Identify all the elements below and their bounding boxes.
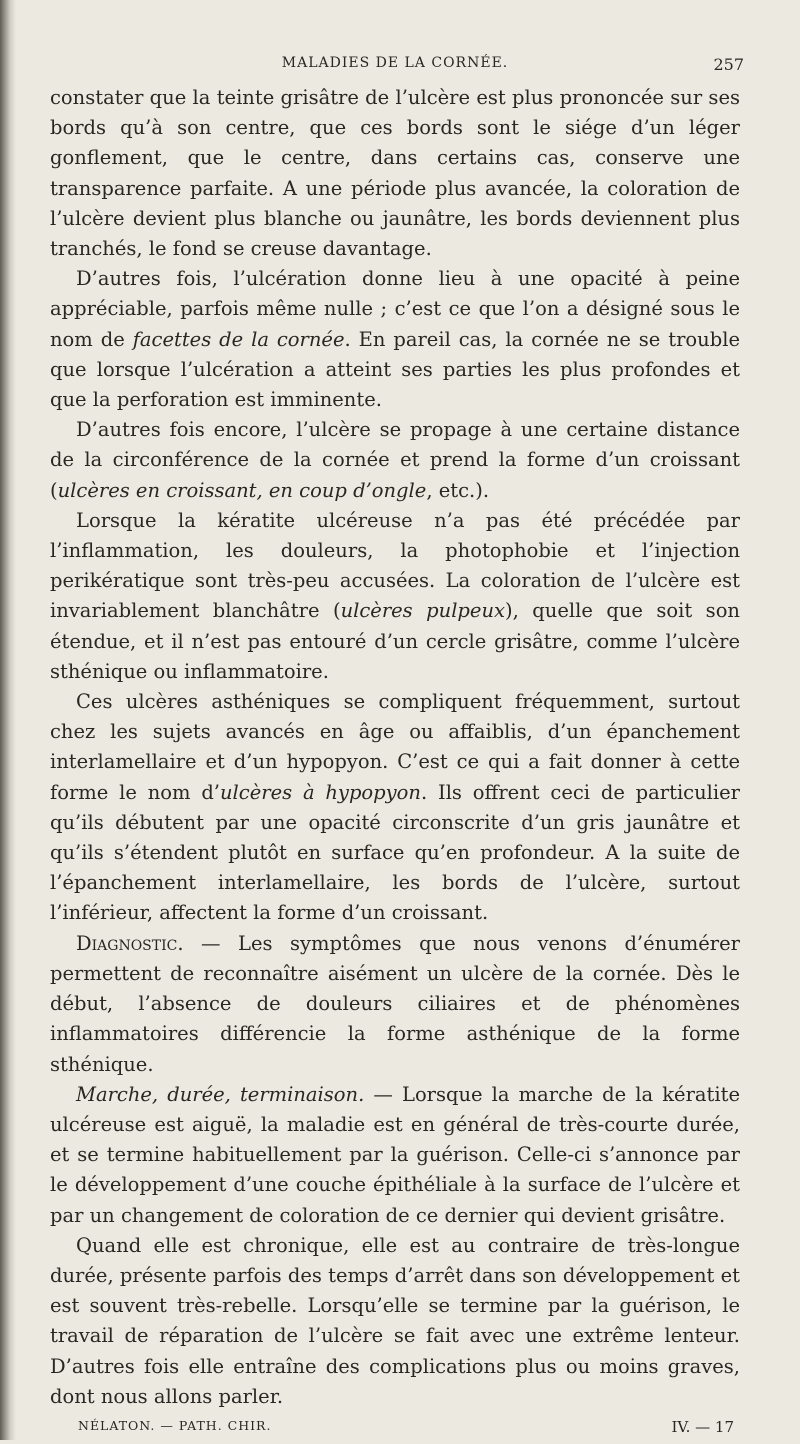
paragraph-marche: Marche, durée, terminaison. — Lorsque la marche de la kératite ulcéreuse est aiguë, la maladie est en général de très-courte durée, et se termine habituellement par la guérison. Celle-ci s’annonce par le développement d’une couche épithéliale à la surface de l’ulcère et par un changement de coloration de ce dernier qui devient grisâtre.	[50, 1082, 740, 1227]
sheet-number: IV. — 17	[671, 1417, 734, 1436]
page-number: 257	[713, 55, 744, 74]
paragraph-diagnostic: Diagnostic. — Les symptômes que nous venons d’énumérer permettent de reconnaître aisément un ulcère de la cornée. Dès le début, l’absence de douleurs ciliaires et de phénomènes inflammatoires différencie la forme asthénique de la forme sthénique.	[50, 931, 740, 1076]
running-title: MALADIES DE LA CORNÉE.	[281, 55, 509, 71]
binding-gutter	[0, 0, 16, 1440]
paragraph-1: constater que la teinte grisâtre de l’ulcère est plus prononcée sur ses bords qu’à son centre, que ces bords sont le siége d’un léger gonflement, que le centre, dans certains cas, conserve une transparence parfaite. A une période plus avancée, la coloration de l’ulcère devient plus blanche ou jaunâtre, les bords deviennent plus tranchés, le fond se creuse davantage.	[50, 86, 740, 261]
paragraph-5: Ces ulcères asthéniques se compliquent fréquemment, surtout chez les sujets avancés en âge ou affaiblis, d’un épanchement interlamellaire et d’un hypopyon. C’est ce qui a fait donner à cette forme le nom d’ulcères à hypopyon. Ils offrent ceci de particulier qu’ils débutent par une opacité circonscrite d’un gris jaunâtre et qu’ils s’étendent plutôt en surface qu’en profondeur. A la suite de l’épanchement interlamellaire, les bords de l’ulcère, surtout l’inférieur, affectent la forme d’un croissant.	[50, 690, 741, 925]
paragraph-3: D’autres fois encore, l’ulcère se propage à une certaine distance de la circonférence de la cornée et prend la forme d’un croissant (ulcères en croissant, en coup d’ongle, etc.).	[50, 418, 740, 502]
printer-signature: NÉLATON. — PATH. CHIR.	[78, 1417, 272, 1433]
italic-term: ulcères pulpeux	[340, 599, 506, 623]
section-heading-diagnostic: Diagnostic.	[76, 931, 184, 955]
section-heading-marche: Marche, durée, terminaison.	[76, 1082, 365, 1106]
paragraph-2: D’autres fois, l’ulcération donne lieu à une opacité à peine appréciable, parfois même nulle ; c’est ce que l’on a désigné sous le nom de facettes de la cornée. En pareil cas, la cornée ne se trouble que lorsque l’ulcération a atteint ses parties les plus profondes et que la perforation est imminente.	[50, 267, 740, 412]
page-body	[50, 83, 740, 1412]
running-header	[50, 55, 744, 83]
italic-term: ulcères en croissant, en coup d’ongle	[57, 478, 427, 502]
page-footer	[50, 1418, 740, 1444]
italic-term: ulcères à hypopyon	[220, 780, 421, 804]
paragraph-8: Quand elle est chronique, elle est au contraire de très-longue durée, présente parfois des temps d’arrêt dans son développement et est souvent très-rebelle. Lorsqu’elle se termine par la guérison, le travail de réparation de l’ulcère se fait avec une extrême lenteur. D’autres fois elle entraîne des complications plus ou moins graves, dont nous allons parler.	[50, 1233, 740, 1408]
paragraph-4: Lorsque la kératite ulcéreuse n’a pas été précédée par l’inflammation, les douleurs, la photophobie et l’injection perikératique sont très-peu accusées. La coloration de l’ulcère est invariablement blanchâtre (ulcères pulpeux), quelle que soit son étendue, et il n’est pas entouré d’un cercle grisâtre, comme l’ulcère sthénique ou inflammatoire.	[50, 508, 740, 683]
book-page	[50, 55, 744, 1444]
italic-term: facettes de la cornée	[132, 327, 345, 351]
